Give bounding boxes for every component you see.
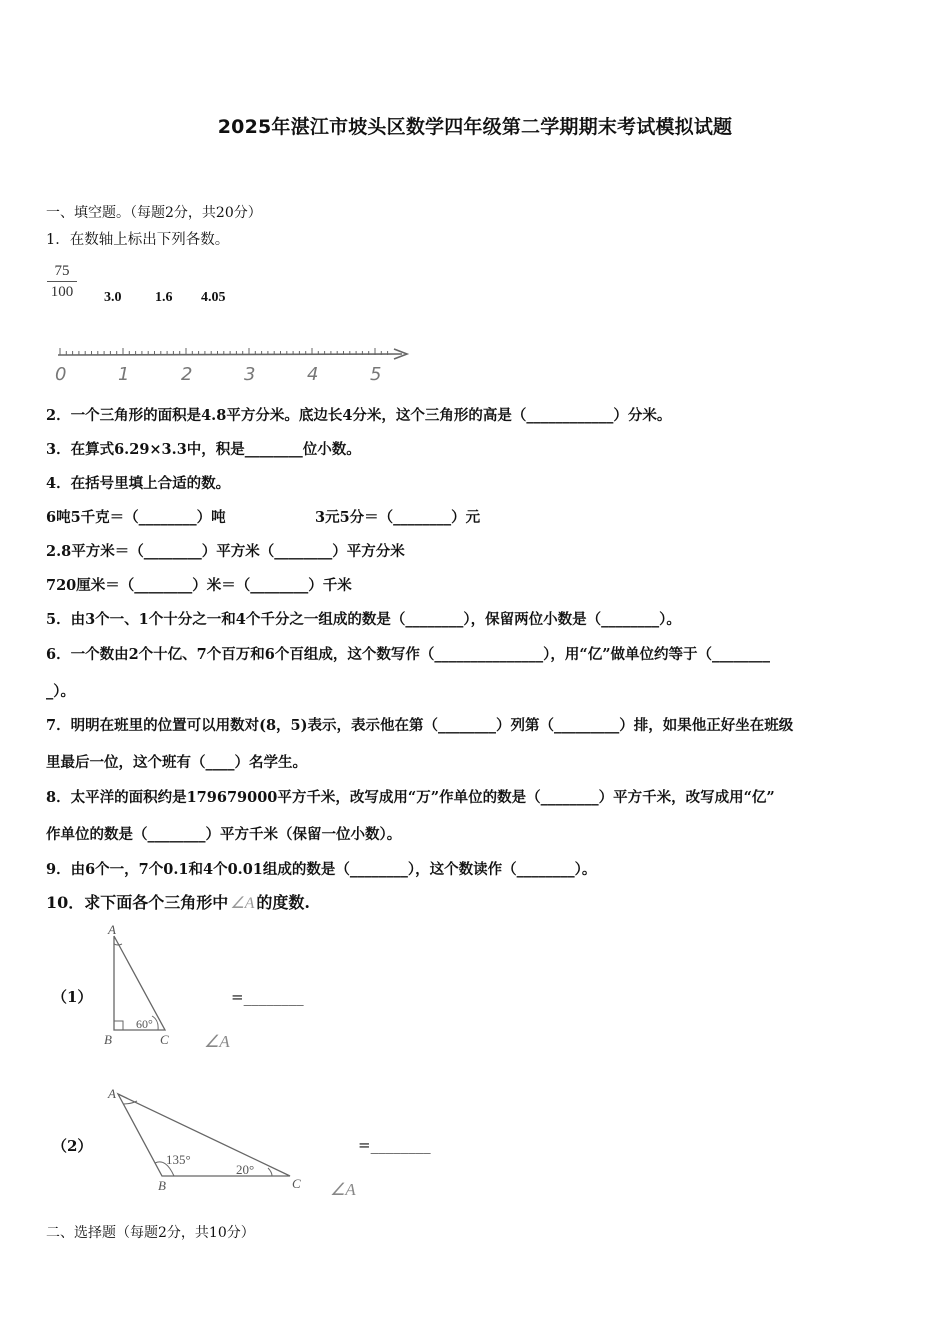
triangle-2-shape — [118, 1094, 290, 1176]
number-line — [50, 340, 420, 388]
question-7-line-2: 里最后一位，这个班有（____）名学生。 — [46, 754, 307, 771]
page-title: 2025年湛江市坡头区数学四年级第二学期期末考试模拟试题 — [217, 116, 733, 138]
section-1-heading: 一、填空题。（每题2分，共20分） — [46, 205, 262, 221]
number-line-axis — [58, 354, 402, 355]
angle-symbol: ∠A — [230, 895, 255, 912]
question-10-text-before: 10．求下面各个三角形中 — [46, 893, 229, 912]
triangle-1 — [100, 920, 180, 1050]
question-7-line-1: 7．明明在班里的位置可以用数对(8，5)表示，表示他在第（________）列第（_________）排，如果他正好坐在班级 — [46, 717, 794, 734]
question-1-values — [104, 286, 226, 306]
triangle-1-given-angle: 60° — [136, 1017, 153, 1031]
question-5-text: 5．由3个一、1个十分之一和4个千分之一组成的数是（________），保留两位小数是（________）。 — [46, 611, 681, 628]
triangle-1-shape — [114, 936, 165, 1030]
fraction-denominator: 100 — [50, 284, 74, 300]
axis-label-5: 5 — [370, 364, 382, 385]
fraction-numerator: 75 — [54, 263, 70, 279]
question-4-line-1a: 6吨5千克＝（________）吨 — [46, 509, 226, 526]
part-1-angle-label: ∠A — [204, 1032, 230, 1051]
value-3-0: 3.0 — [104, 290, 122, 305]
part-2-label: （2） — [52, 1137, 93, 1155]
question-2-text: 2．一个三角形的面积是4.8平方分米。底边长4分米，这个三角形的高是（____________）分米。 — [46, 407, 672, 424]
part-1-answer: =________ — [231, 988, 304, 1006]
triangle-2-angle-c-arc — [268, 1168, 272, 1176]
part-2-angle-label: ∠A — [330, 1180, 356, 1199]
section-2-heading: 二、选择题（每题2分，共10分） — [46, 1225, 255, 1241]
triangle-2-vertex-c: C — [292, 1176, 301, 1191]
axis-label-3: 3 — [244, 364, 256, 385]
axis-label-0: 0 — [55, 364, 67, 385]
question-10-text — [46, 890, 310, 913]
triangle-2 — [100, 1080, 320, 1195]
triangle-1-right-angle-mark — [114, 1021, 123, 1030]
axis-label-1: 1 — [118, 364, 130, 385]
question-6-line-2: _）。 — [46, 683, 75, 700]
triangle-2-vertex-b: B — [158, 1178, 166, 1193]
question-9-text: 9．由6个一，7个0.1和4个0.01组成的数是（________），这个数读作（________）。 — [46, 861, 597, 878]
axis-label-4: 4 — [307, 364, 319, 385]
part-2-answer: =________ — [358, 1136, 431, 1154]
triangle-1-angle-c-arc — [152, 1016, 158, 1030]
fraction-bar — [47, 281, 77, 282]
value-4-05: 4.05 — [201, 290, 226, 305]
triangle-2-angle-c-value: 20° — [236, 1162, 255, 1177]
question-4-line-1b: 3元5分＝（________）元 — [315, 509, 481, 526]
part-1-label: （1） — [52, 988, 93, 1006]
question-6-line-1: 6．一个数由2个十亿、7个百万和6个百组成，这个数写作（_______________），用“亿”做单位约等于（________ — [46, 646, 771, 663]
question-4-text: 4．在括号里填上合适的数。 — [46, 475, 231, 492]
value-1-6: 1.6 — [155, 290, 173, 305]
triangle-2-vertex-a: A — [108, 1086, 116, 1101]
triangle-1-vertex-a: A — [108, 922, 116, 937]
axis-label-2: 2 — [181, 364, 193, 385]
question-8-line-2: 作单位的数是（________）平方千米（保留一位小数）。 — [46, 826, 402, 843]
fraction-75-100 — [47, 262, 77, 301]
question-8-line-1: 8．太平洋的面积约是179679000平方千米，改写成用“万”作单位的数是（________）平方千米，改写成用“亿” — [46, 789, 775, 806]
question-3-text: 3．在算式6.29×3.3中，积是________位小数。 — [46, 441, 361, 458]
question-10-text-after: 的度数. — [256, 893, 310, 912]
question-4-line-3: 720厘米＝（________）米＝（________）千米 — [46, 577, 352, 594]
triangle-1-vertex-c: C — [160, 1032, 169, 1047]
question-1-text: 1．在数轴上标出下列各数。 — [46, 232, 230, 248]
triangle-2-angle-b-value: 135° — [166, 1152, 191, 1167]
question-4-line-2: 2.8平方米＝（________）平方米（________）平方分米 — [46, 543, 405, 560]
triangle-1-vertex-b: B — [104, 1032, 112, 1047]
